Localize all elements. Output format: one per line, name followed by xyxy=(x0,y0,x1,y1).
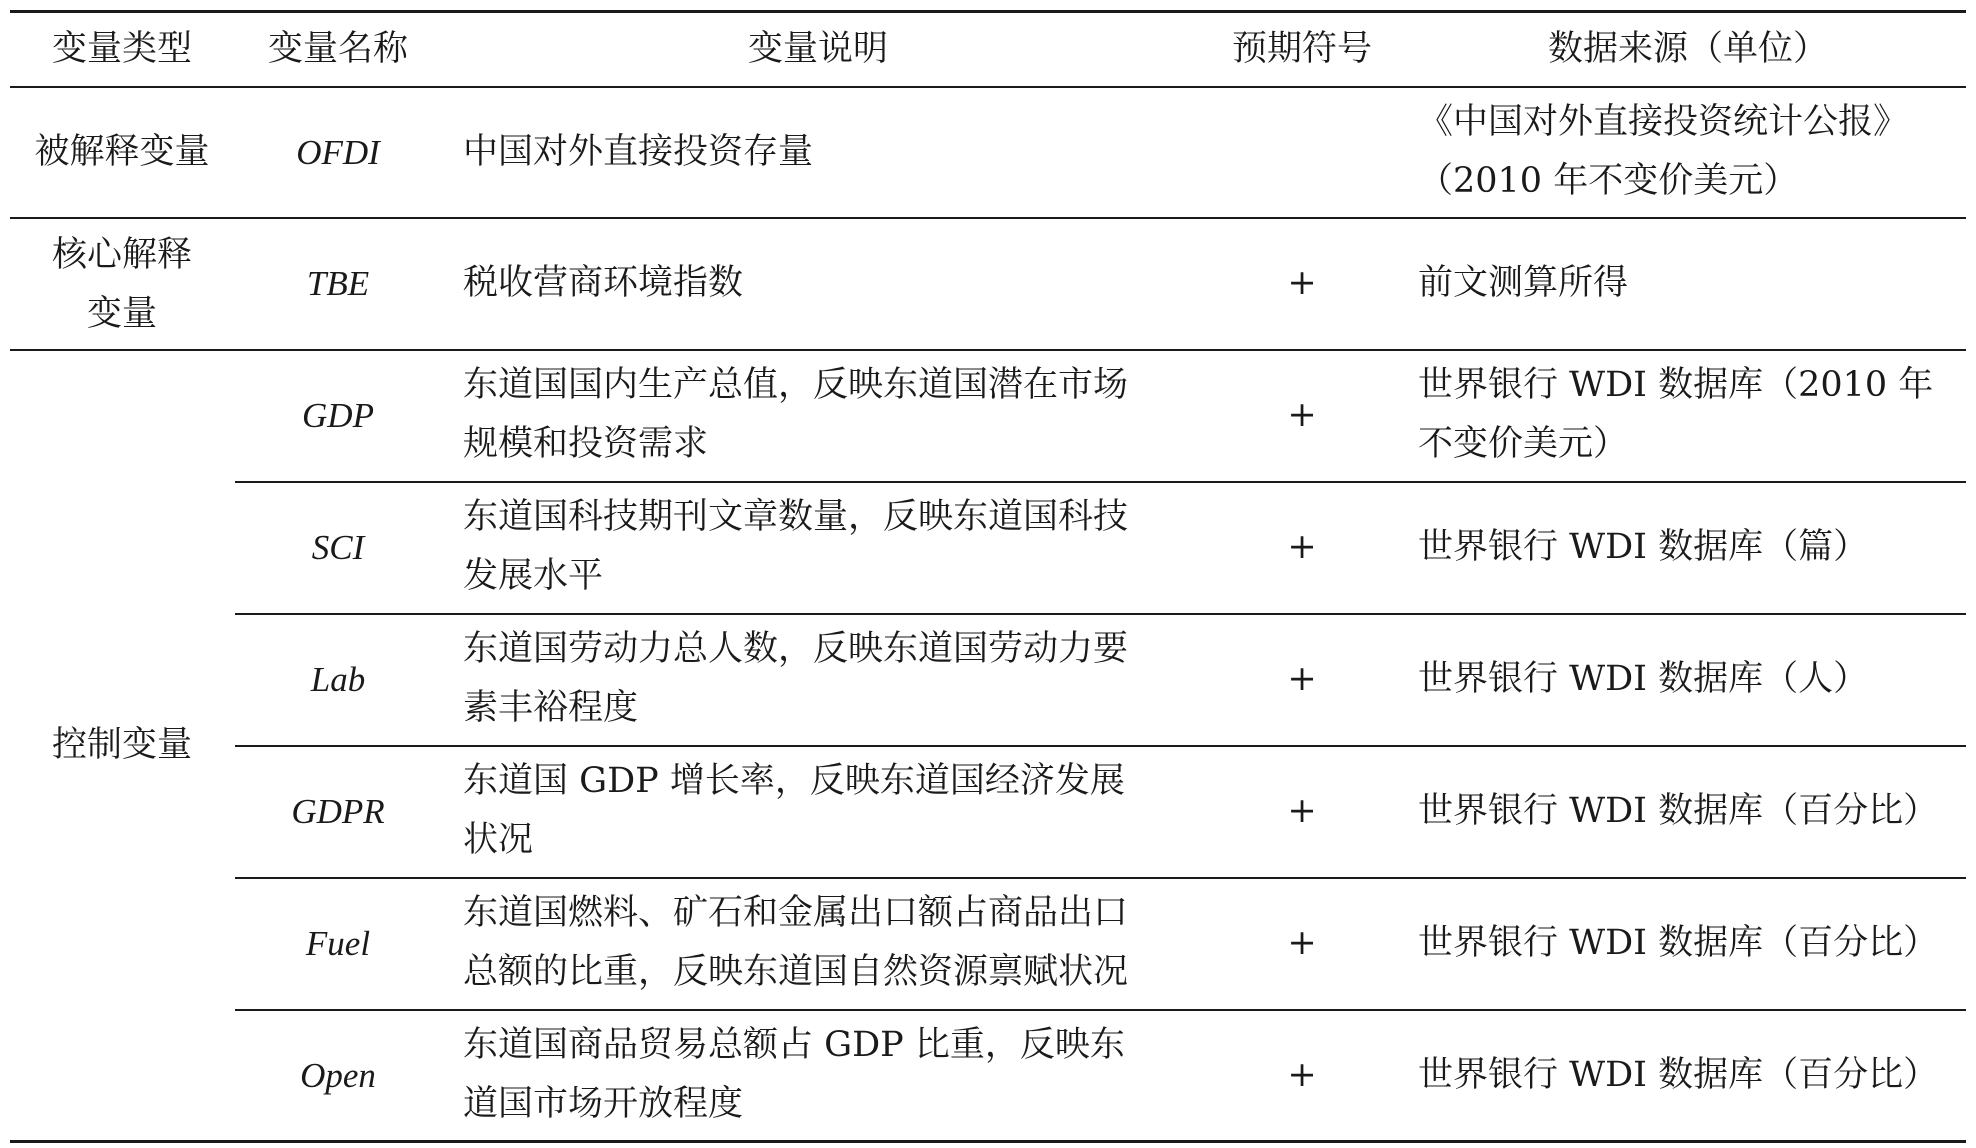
data-source: 世界银行 WDI 数据库（篇） xyxy=(1418,527,1869,567)
expected-sign: + xyxy=(1287,1055,1317,1095)
variable-description: 东道国燃料、矿石和金属出口额占商品出口 总额的比重，反映东道国自然资源禀赋状况 xyxy=(463,893,1129,992)
variable-name: OFDI xyxy=(296,133,380,172)
group-core-explanatory-variable: 核心解释 变量 xyxy=(51,235,193,334)
variable-name: GDPR xyxy=(291,792,385,831)
row-rule xyxy=(235,745,1966,747)
variable-description: 中国对外直接投资存量 xyxy=(463,132,814,172)
variable-name: Fuel xyxy=(305,924,371,963)
header-expected-sign: 预期符号 xyxy=(1231,29,1373,69)
variable-name: GDP xyxy=(302,396,374,435)
variable-name: TBE xyxy=(306,264,370,303)
expected-sign: + xyxy=(1287,923,1317,963)
expected-sign: + xyxy=(1287,527,1317,567)
header-variable-type: 变量类型 xyxy=(51,29,193,69)
data-source: 世界银行 WDI 数据库（百分比） xyxy=(1418,791,1939,831)
variable-name: Open xyxy=(300,1056,376,1095)
group-explained-variable: 被解释变量 xyxy=(34,132,210,172)
row-rule xyxy=(235,481,1966,483)
header-variable-description: 变量说明 xyxy=(747,29,889,69)
header-variable-name: 变量名称 xyxy=(267,29,409,69)
expected-sign: + xyxy=(1287,659,1317,699)
data-source: 世界银行 WDI 数据库（百分比） xyxy=(1418,1055,1939,1095)
variable-description: 东道国 GDP 增长率，反映东道国经济发展 状况 xyxy=(463,761,1125,860)
expected-sign: + xyxy=(1287,395,1317,435)
data-source: 世界银行 WDI 数据库（百分比） xyxy=(1418,923,1939,963)
variable-description: 东道国劳动力总人数，反映东道国劳动力要 素丰裕程度 xyxy=(463,629,1129,728)
data-source: 世界银行 WDI 数据库（人） xyxy=(1418,659,1869,699)
data-source: 世界银行 WDI 数据库（2010 年 不变价美元） xyxy=(1418,365,1934,464)
variable-description: 东道国商品贸易总额占 GDP 比重，反映东 道国市场开放程度 xyxy=(463,1025,1125,1124)
data-source: 《中国对外直接投资统计公报》 （2010 年不变价美元） xyxy=(1418,102,1909,201)
header-rule xyxy=(10,86,1966,88)
variable-description: 税收营商环境指数 xyxy=(463,263,744,303)
expected-sign: + xyxy=(1287,791,1317,831)
row-rule xyxy=(10,349,1966,351)
row-rule xyxy=(235,613,1966,615)
row-rule xyxy=(235,877,1966,879)
row-rule xyxy=(235,1009,1966,1011)
table-top-rule xyxy=(10,10,1966,13)
variable-description: 东道国国内生产总值，反映东道国潜在市场 规模和投资需求 xyxy=(463,365,1129,464)
variable-name: Lab xyxy=(310,660,366,699)
header-data-source: 数据来源（单位） xyxy=(1547,29,1829,69)
group-control-variables: 控制变量 xyxy=(51,725,193,765)
variable-description: 东道国科技期刊文章数量，反映东道国科技 发展水平 xyxy=(463,497,1129,596)
row-rule xyxy=(10,217,1966,219)
expected-sign: + xyxy=(1287,263,1317,303)
variable-name: SCI xyxy=(311,528,365,567)
table-bottom-rule xyxy=(10,1140,1966,1143)
data-source: 前文测算所得 xyxy=(1418,263,1629,303)
